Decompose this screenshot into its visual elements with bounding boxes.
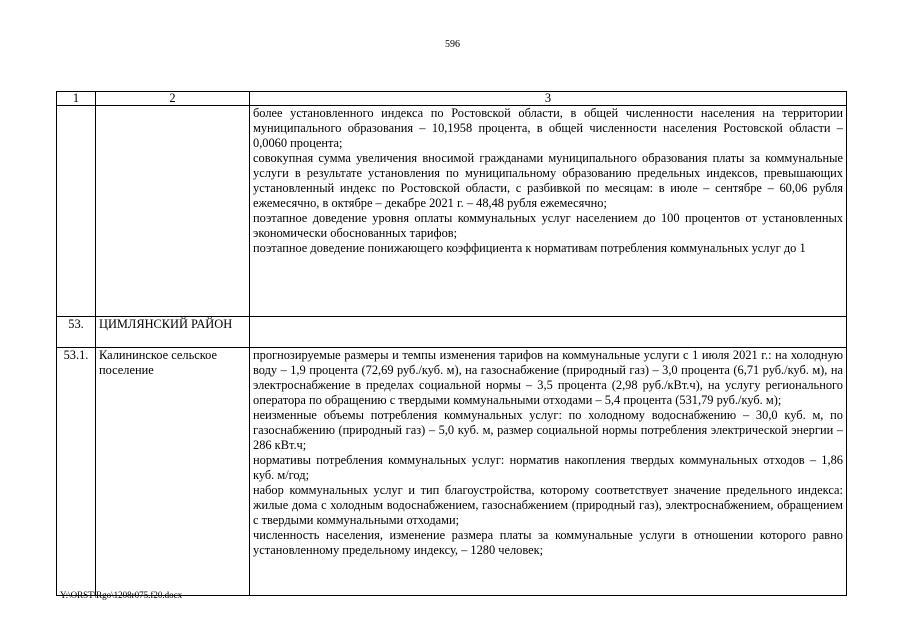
- paragraph: совокупная сумма увеличения вносимой гражданами муниципального образования платы за коммунальные услуги в результате установления по муниципальному образованию предельных индексов, превышающих установленный индекс по Ростовской области, с разбивкой по месяцам: в июле – сентябре – 60,06 рубля ежемесячно, в октябре – декабре 2021 г. – 48,48 рубля ежемесячно;: [253, 151, 843, 210]
- row-content: [250, 348, 847, 596]
- row-content: [250, 317, 847, 348]
- row-number: 53.: [57, 317, 96, 348]
- paragraph: поэтапное доведение уровня оплаты коммунальных услуг населением до 100 процентов от установленных экономически обоснованных тарифов;: [253, 211, 843, 240]
- table-row: [57, 106, 847, 317]
- paragraph: численность населения, изменение размера платы за коммунальные услуги в отношении которого равно установленному предельному индексу, – 1280 человек;: [253, 528, 843, 557]
- document-table: [56, 91, 847, 596]
- page-number: 596: [445, 39, 460, 50]
- district-name: ЦИМЛЯНСКИЙ РАЙОН: [96, 317, 250, 348]
- settlement-name: Калининское сельское поселение: [96, 348, 250, 596]
- table-header-row: [57, 92, 847, 106]
- file-path-footer: Y:\ORST\Rgo\1208r075.f20.docx: [60, 590, 183, 600]
- paragraph: набор коммунальных услуг и тип благоустройства, которому соответствует значение предельного индекса: жилые дома с холодным водоснабжением, газоснабжением (природный газ), электроснабжением, обращением с твердыми коммунальными отходами;: [253, 483, 843, 527]
- row-name: [96, 106, 250, 317]
- paragraph: более установленного индекса по Ростовской области, в общей численности населения на территории муниципального образования – 10,1958 процента, в общей численности населения Ростовской области – 0,0060 процента;: [253, 106, 843, 150]
- row-content: [250, 106, 847, 317]
- row-number: [57, 106, 96, 317]
- paragraph: прогнозируемые размеры и темпы изменения тарифов на коммунальные услуги с 1 июля 2021 г.: на холодную воду – 1,9 процента (72,69 руб./куб. м), на газоснабжение (природный газ) – 3,0 процента (6,71 руб./куб. м), на электроснабжение в пределах социальной нормы – 3,5 процента (2,98 руб./кВт.ч), на услугу регионального оператора по обращению с твердыми коммунальными отходами – 5,4 процента (531,79 руб./куб. м);: [253, 348, 843, 407]
- header-col-1: 1: [57, 92, 96, 106]
- table-row: [57, 348, 847, 596]
- paragraph: поэтапное доведение понижающего коэффициента к нормативам потребления коммунальных услуг до 1: [253, 241, 806, 255]
- table-row: [57, 317, 847, 348]
- paragraph: неизменные объемы потребления коммунальных услуг: по холодному водоснабжению – 30,0 куб. м, по газоснабжению (природный газ) – 5,0 куб. м, размер социальной нормы потребления электрической энергии – 286 кВт.ч;: [253, 408, 843, 452]
- paragraph: нормативы потребления коммунальных услуг: норматив накопления твердых коммунальных отходов – 1,86 куб. м/год;: [253, 453, 843, 482]
- header-col-2: 2: [96, 92, 250, 106]
- row-number: 53.1.: [57, 348, 96, 596]
- header-col-3: 3: [250, 92, 847, 106]
